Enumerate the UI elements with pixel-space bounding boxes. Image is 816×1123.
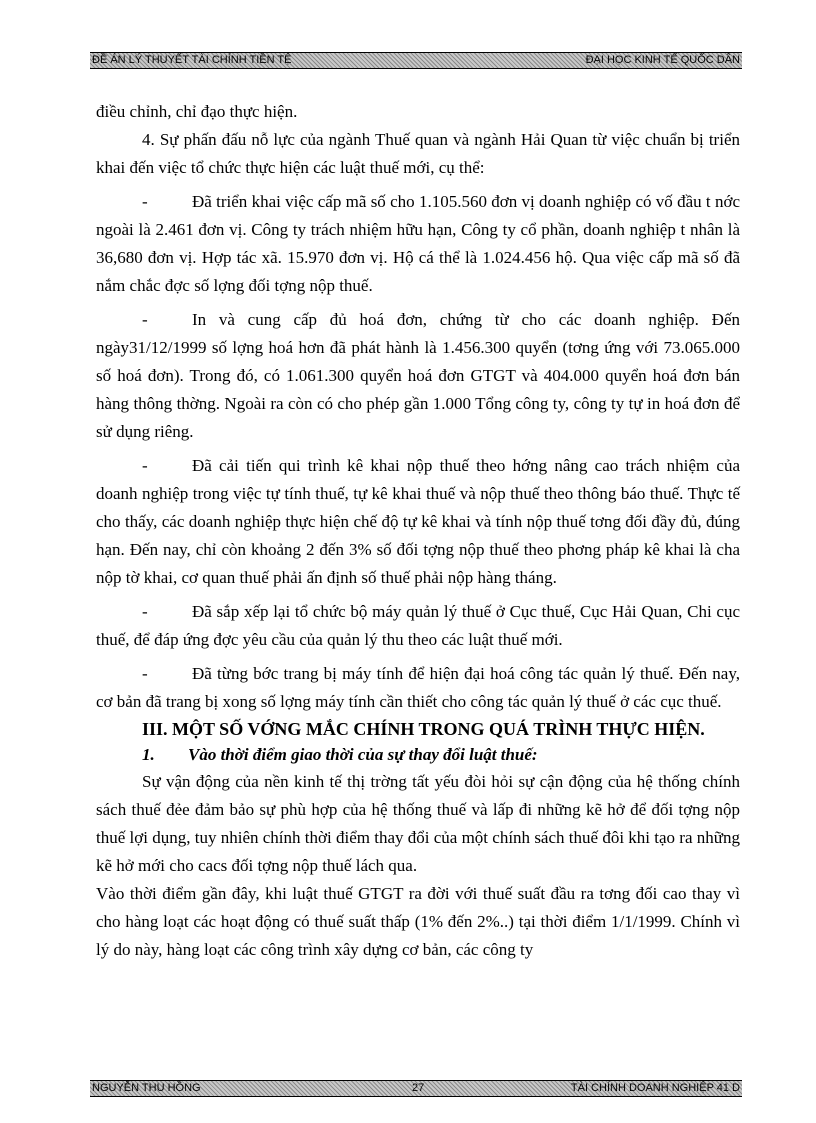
subsection-heading [96, 742, 740, 768]
header-right-text: ĐẠI HỌC KINH TẾ QUỐC DÂN [585, 54, 740, 66]
section-heading: III. MỘT SỐ VỚNG MẮC CHÍNH TRONG QUÁ TRÌNH THỰC HIỆN. [142, 719, 705, 739]
bullet-item [96, 306, 740, 446]
page-header [90, 52, 742, 69]
subsection-number: 1. [142, 745, 155, 764]
footer-author: NGUYỄN THU HỒNG [92, 1082, 201, 1094]
paragraph-item-4: 4. Sự phấn đấu nỗ lực của ngành Thuế quan và ngành Hải Quan từ việc chuẩn bị triển khai đến việc tổ chức thực hiện các luật thuế mới, cụ thể: [96, 130, 740, 177]
bullet-text: Đã triển khai việc cấp mã số cho 1.105.560 đơn vị doanh nghiệp có vố đầu t nớc ngoài là 2.461 đơn vị. Công ty trách nhiệm hữu hạn, Công ty cổ phần, doanh nghiệp t nhân là 36,680 đơn vị. Hợp tác xã. 15.970 đơn vị. Hộ cá thể là 1.024.456 hộ. Qua việc cấp mã số đã nắm chắc đợc số lợng đối tợng nộp thuế. [96, 192, 740, 295]
bullet-item [96, 452, 740, 592]
footer-class: TÀI CHÍNH DOANH NGHIỆP 41 D [570, 1082, 740, 1094]
bullet-text: Đã sắp xếp lại tổ chức bộ máy quản lý thuế ở Cục thuế, Cục Hải Quan, Chi cục thuế, để đáp ứng đợc yêu cầu của quản lý thu theo các luật thuế mới. [96, 602, 740, 649]
paragraph-body: Vào thời điểm gần đây, khi luật thuế GTGT ra đời với thuế suất đầu ra tơng đối cao thay vì cho hàng loạt các hoạt động có thuế suất thấp (1% đến 2%..) tại thời điểm 1/1/1999. Chính vì lý do này, hàng loạt các công trình xây dựng cơ bản, các công ty [96, 884, 740, 959]
bullet-dash: - [142, 192, 148, 211]
bullet-dash: - [142, 456, 148, 475]
page-number: 27 [412, 1082, 425, 1094]
page-footer [90, 1080, 742, 1097]
bullet-item [96, 188, 740, 300]
bullet-dash: - [142, 310, 148, 329]
paragraph-body: Sự vận động của nền kinh tế thị trờng tất yếu đòi hỏi sự cận động của hệ thống chính sách thuế đẻe đảm bảo sự phù hợp của hệ thống thuế và lấp đi những kẽ hở để đối tợng nộp thuế lợi dụng, tuy nhiên chính thời điểm thay đổi của một chính sách thuế đôi khi tạo ra những kẽ hở mới cho cacs đối tợng nộp thuế lách qua. [96, 772, 740, 875]
paragraph-intro: điều chỉnh, chỉ đạo thực hiện. [96, 102, 298, 121]
header-left-text: ĐỀ ÁN LÝ THUYẾT TÀI CHÍNH TIỀN TỆ [92, 54, 292, 66]
page-body [96, 98, 740, 964]
subsection-title: Vào thời điểm giao thời của sự thay đổi luật thuế: [188, 745, 538, 764]
bullet-item [96, 660, 740, 716]
bullet-text: Đã cải tiến qui trình kê khai nộp thuế theo hớng nâng cao trách nhiệm của doanh nghiệp trong việc tự tính thuế, tự kê khai thuế và nộp thuế theo thông báo thuế. Thực tế cho thấy, các doanh nghiệp thực hiện chế độ tự kê khai và tính nộp thuế tơng đối đầy đủ, đúng hạn. Đến nay, chỉ còn khoảng 2 đến 3% số đối tợng nộp thuế theo phơng pháp kê khai là cha nộp tờ khai, cơ quan thuế phải ấn định số thuế phải nộp hàng tháng. [96, 456, 740, 587]
bullet-text: Đã từng bớc trang bị máy tính để hiện đại hoá công tác quản lý thuế. Đến nay, cơ bản đã trang bị xong số lợng máy tính cần thiết cho công tác quản lý thuế ở các cục thuế. [96, 664, 740, 711]
bullet-dash: - [142, 664, 148, 683]
bullet-text: In và cung cấp đủ hoá đơn, chứng từ cho các doanh nghiệp. Đến ngày31/12/1999 số lợng hoá hơn đã phát hành là 1.456.300 quyển (tơng ứng với 73.065.000 số hoá đơn). Trong đó, có 1.061.300 quyển hoá đơn GTGT và 404.000 quyển hoá đơn bán hàng thông thờng. Ngoài ra còn có cho phép gần 1.000 Tổng công ty, công ty tự in hoá đơn để sử dụng riêng. [96, 310, 740, 441]
bullet-item [96, 598, 740, 654]
bullet-dash: - [142, 602, 148, 621]
